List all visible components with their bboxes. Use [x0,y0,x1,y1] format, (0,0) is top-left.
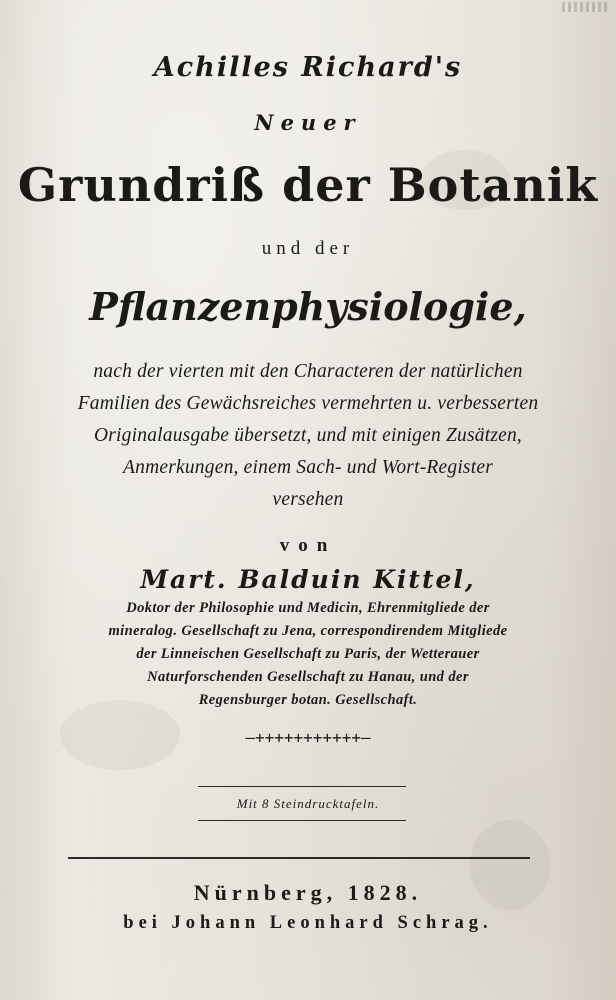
description-line: Originalausgabe übersetzt, und mit einigen Zusätzen, [93,425,522,446]
credentials-line: der Linneischen Gesellschaft zu Paris, der Wetterauer [136,646,480,662]
author-line: Achilles Richard's [153,52,463,83]
credentials-line: Naturforschenden Gesellschaft zu Hanau, und der [147,669,469,685]
description-line: Familien des Gewächsreiches vermehrten u. verbesserten [77,393,539,414]
und-der-line: und der [261,238,355,259]
credentials-line: Doktor der Philosophie und Medicin, Ehrenmitgliede der [126,600,490,616]
main-title: Grundriß der Botanik [17,158,599,212]
plates-note: Mit 8 Steindrucktafeln. [236,796,380,811]
publisher-line: bei Johann Leonhard Schrag. [123,913,493,933]
corner-ink-mark [562,2,610,12]
plates-rule-bottom [198,820,406,821]
plates-rule-top [198,786,406,787]
translator-name: Mart. Balduin Kittel, [140,565,476,594]
description-line: versehen [272,489,344,510]
sub-title: Pflanzenphysiologie, [89,284,527,329]
neuer-line: Neuer [254,110,362,135]
von-line: von [279,535,337,556]
place-date: Nürnberg, 1828. [193,880,423,905]
ornament-divider: —+++++++++++— [245,728,371,747]
credentials-line: Regensburger botan. Gesellschaft. [198,692,418,708]
imprint-rule [68,857,530,859]
description-line: nach der vierten mit den Characteren der natürlichen [93,361,523,382]
credentials-line: mineralog. Gesellschaft zu Jena, correspondirendem Mitgliede [108,623,508,639]
description-line: Anmerkungen, einem Sach- und Wort-Register [123,457,493,478]
